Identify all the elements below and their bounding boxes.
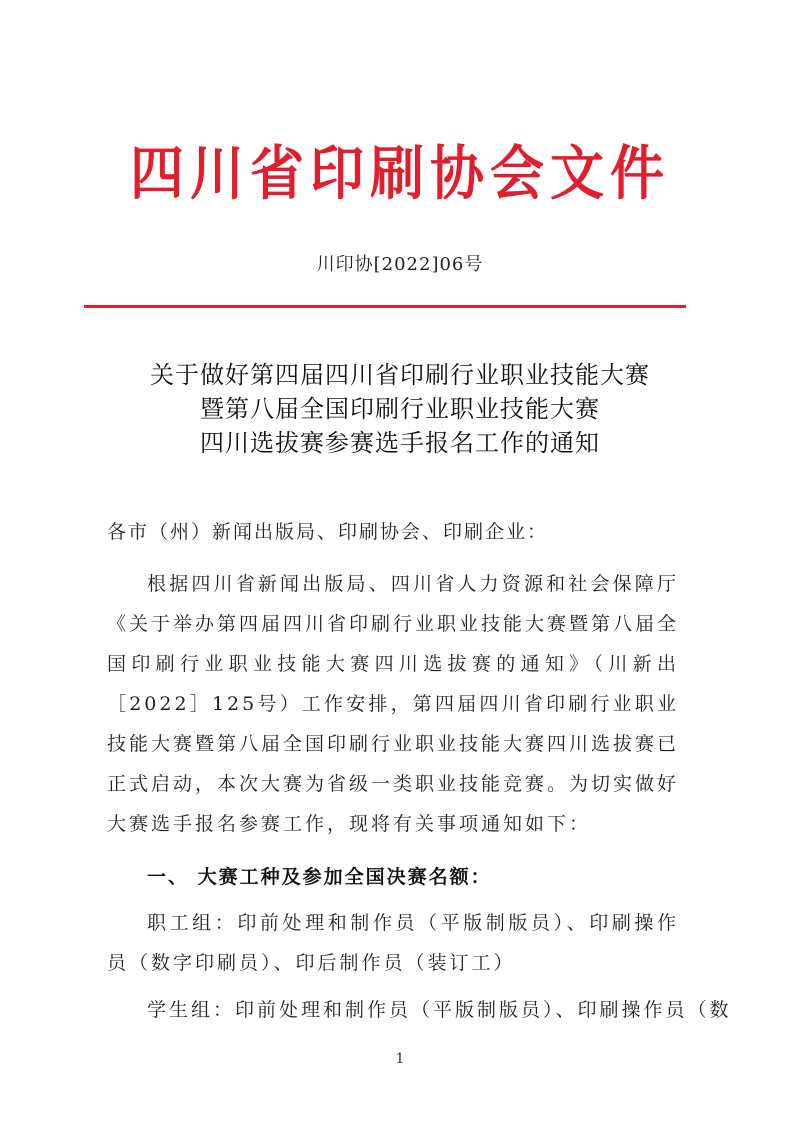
- body-paragraph-1: 根据四川省新闻出版局、四川省人力资源和社会保障厅《关于举办第四届四川省印刷行业职业技能大赛暨第八届全国印刷行业职业技能大赛四川选拔赛的通知》（川新出［2022］125号）工作安排，第四届四川省印刷行业职业技能大赛暨第八届全国印刷行业职业技能大赛四川选拔赛已正式启动，本次大赛为省级一类职业技能竞赛。为切实做好大赛选手报名参赛工作，现将有关事项通知如下：: [107, 573, 680, 835]
- body-paragraph-2: 职工组：印前处理和制作员（平版制版员）、印刷操作员（数字印刷员）、印后制作员（装订工）: [107, 912, 679, 974]
- page-number: 1: [395, 1051, 405, 1067]
- org-document-header: 四川省印刷协会文件: [130, 138, 670, 208]
- title-line-1: 关于做好第四届四川省印刷行业职业技能大赛: [150, 361, 650, 389]
- title-line-3: 四川选拔赛参赛选手报名工作的通知: [200, 429, 600, 457]
- body-paragraph-3: 学生组：印前处理和制作员（平版制版员）、印刷操作员（数: [147, 999, 732, 1021]
- red-separator-line: [84, 305, 686, 308]
- title-line-2: 暨第八届全国印刷行业职业技能大赛: [200, 395, 600, 423]
- section-heading-1: 一、 大赛工种及参加全国决赛名额：: [147, 866, 492, 888]
- salutation: 各市（州）新闻出版局、印刷协会、印刷企业：: [107, 521, 549, 543]
- document-number: 川印协[2022]06号: [316, 254, 484, 275]
- notice-title: [0, 358, 800, 460]
